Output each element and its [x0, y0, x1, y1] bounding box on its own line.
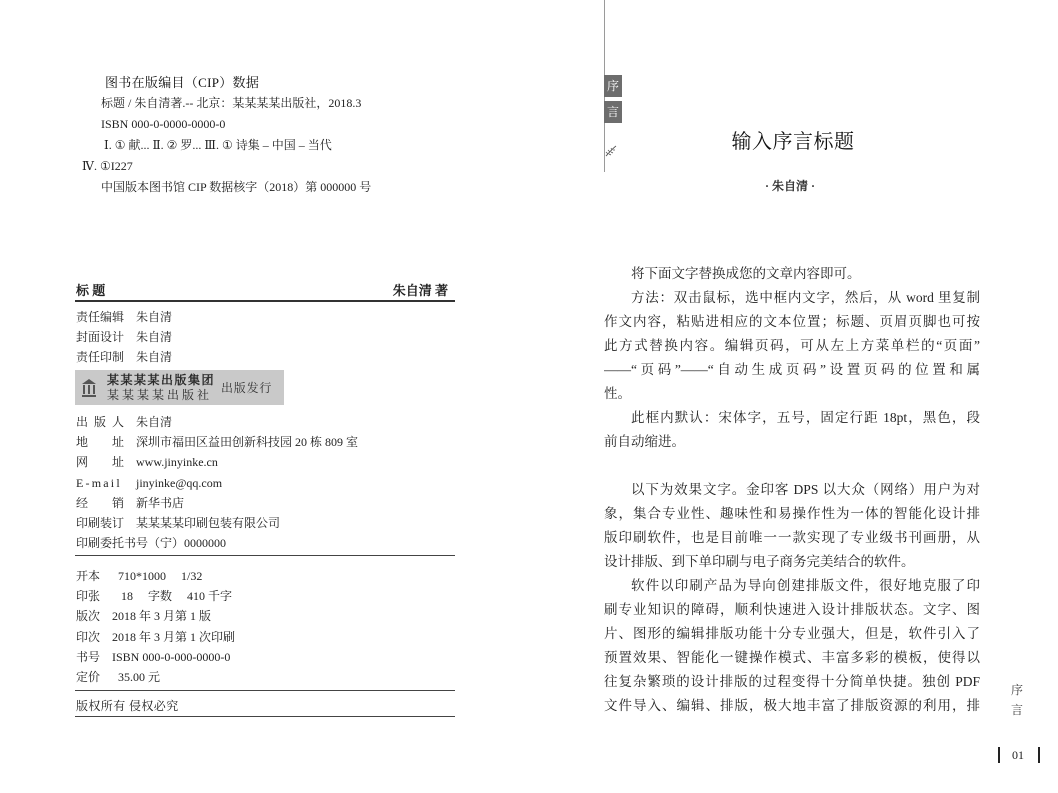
text-line: 方法：双击鼠标，选中框内文字，然后，从 word 里复制 — [631, 290, 980, 305]
publisher-logo-icon — [81, 378, 97, 398]
running-section-label: 序 — [1010, 683, 1023, 697]
info-row — [76, 493, 358, 513]
staff-row — [76, 347, 172, 367]
info-label: 地址 — [76, 435, 124, 450]
spec-value: ISBN 000-0-000-0000-0 — [112, 649, 231, 664]
publisher-house: 某 某 某 某 出 版 社 — [107, 388, 210, 402]
publication-info — [76, 412, 358, 553]
imprint-header — [75, 282, 455, 302]
text-line: 设计排版、到下单印刷与电子商务完美结合的软件。 — [604, 554, 915, 569]
text-line: ——“页码”——“自动生成页码”设置页码的位置和属 — [604, 362, 980, 377]
preface-author: · 朱自清 · — [764, 179, 815, 193]
copyright-notice: 版权所有 侵权必究 — [76, 699, 179, 713]
spec-label: 书号 — [76, 649, 101, 664]
text-line: 将下面文字替换成您的文章内容即可。 — [631, 266, 861, 281]
text-line: 此方式替换内容。编辑页码，可从左上方菜单栏的“页面” — [604, 338, 980, 353]
page-number-bar — [998, 747, 1000, 763]
staff-list — [76, 307, 172, 367]
running-section-label: 言 — [1010, 703, 1023, 717]
spec-label: 印张 — [76, 589, 101, 604]
cip-record-line: 中国版本图书馆 CIP 数据核字（2018）第 000000 号 — [101, 180, 372, 194]
text-line: 性。 — [604, 386, 631, 401]
text-line: 此框内默认：宋体字，五号，固定行距 18pt，黑色，段 — [631, 410, 980, 425]
spec-row — [76, 566, 235, 586]
text-line: 以下为效果文字。金印客 DPS 以大众（网络）用户为对 — [631, 482, 980, 497]
spec-value: 2018 年 3 月第 1 次印刷 — [112, 629, 236, 644]
spec-label: 定价 — [76, 670, 101, 685]
spec-row — [76, 606, 235, 626]
staff-label: 封面设计 — [76, 330, 125, 344]
info-label: E-mail — [76, 475, 122, 490]
text-line: 往复杂繁琐的设计排版的过程变得十分简单快捷。独创 PDF — [604, 674, 980, 689]
info-row — [76, 473, 358, 493]
info-label: 印刷装订 — [76, 516, 125, 531]
info-row — [76, 452, 358, 472]
staff-value: 朱自清 — [136, 330, 173, 344]
spec-value: 710*1000 1/32 — [112, 569, 203, 583]
divider — [75, 555, 455, 556]
text-line: 预置效果、智能化一键操作模式、丰富多彩的模板，使得以 — [604, 650, 980, 665]
staff-value: 朱自清 — [136, 350, 173, 364]
page-number-bar — [1038, 747, 1040, 763]
section-tab-char: 序 — [604, 75, 622, 97]
cip-title-line: 标题 / 朱自清著.-- 北京：某某某某出版社，2018.3 — [101, 96, 362, 110]
text-line: 文件导入、编辑、排版，极大地丰富了排版资源的利用，排 — [604, 698, 980, 713]
info-label: 网址 — [76, 455, 124, 470]
text-line: 象，集合专业性、趣味性和易操作性为一体的智能化设计排 — [604, 506, 980, 521]
imprint-author: 朱自清 著 — [392, 283, 448, 298]
text-line: 软件以印刷产品为导向创建排版文件，很好地克服了印 — [631, 578, 980, 593]
section-tab-char: 言 — [604, 101, 622, 123]
info-row — [76, 412, 358, 432]
text-line: 版印刷软件，也是目前唯一一款实现了专业级书刊画册，从 — [604, 530, 980, 545]
cip-block — [82, 72, 462, 198]
preface-body — [604, 262, 980, 718]
text-line: 刷专业知识的障碍，顺利快速进入设计排版状态。文字、图 — [604, 602, 980, 617]
info-value: 深圳市福田区益田创新科技园 20 栋 809 室 — [136, 435, 359, 450]
book-specs — [76, 566, 235, 687]
spec-row — [76, 627, 235, 647]
spec-value: 35.00 元 — [112, 670, 161, 685]
cip-subject-line: Ⅰ. ① 献... Ⅱ. ② 罗... Ⅲ. ① 诗集 – 中国 – 当代 — [104, 138, 332, 152]
commission-number: 印刷委托书号（宁）0000000 — [76, 536, 227, 551]
staff-row — [76, 327, 172, 347]
spec-label: 印次 — [76, 629, 101, 644]
spec-value: 2018 年 3 月第 1 版 — [112, 609, 212, 624]
info-value: www.jinyinke.cn — [136, 455, 218, 470]
text-line: 片、图形的编辑排版功能十分专业强大，但是，软件引入了 — [604, 626, 980, 641]
staff-value: 朱自清 — [136, 310, 173, 324]
info-value: 新华书店 — [136, 495, 185, 510]
info-label: 经销 — [76, 495, 124, 510]
spec-row — [76, 647, 235, 667]
staff-row — [76, 307, 172, 327]
info-row — [76, 432, 358, 452]
staff-label: 责任印制 — [76, 350, 125, 364]
publisher-role: 出版发行 — [221, 381, 273, 395]
info-row — [76, 513, 358, 533]
spec-label: 开本 — [76, 569, 101, 583]
text-line: 前自动缩进。 — [604, 434, 685, 449]
info-label: 出版人 — [76, 415, 124, 429]
imprint-title: 标 题 — [76, 283, 106, 298]
spec-row — [76, 586, 235, 606]
preface-title: 输入序言标题 — [731, 131, 855, 153]
info-value: jinyinke@qq.com — [136, 475, 223, 490]
publisher-box — [75, 370, 284, 405]
spec-value: 18 字数 410 千字 — [112, 589, 233, 604]
cip-isbn-line: ISBN 000-0-0000-0000-0 — [101, 117, 226, 131]
spec-label: 版次 — [76, 609, 101, 624]
page-number: 01 — [1012, 748, 1024, 762]
cip-heading: 图书在版编目（CIP）数据 — [105, 75, 260, 90]
publisher-group: 某某某某出版集团 — [107, 373, 216, 387]
cip-class-line: Ⅳ. ①I227 — [82, 159, 133, 173]
paragraph-gap — [604, 454, 980, 478]
text-line: 作文内容，粘贴进相应的文本位置；标题、页眉页脚也可按 — [604, 314, 980, 329]
info-value: 某某某某印刷包装有限公司 — [136, 516, 281, 531]
spec-row — [76, 667, 235, 687]
divider — [75, 716, 455, 717]
feather-icon — [604, 144, 618, 158]
divider — [75, 690, 455, 691]
info-value: 朱自清 — [136, 415, 173, 429]
staff-label: 责任编辑 — [76, 310, 125, 324]
